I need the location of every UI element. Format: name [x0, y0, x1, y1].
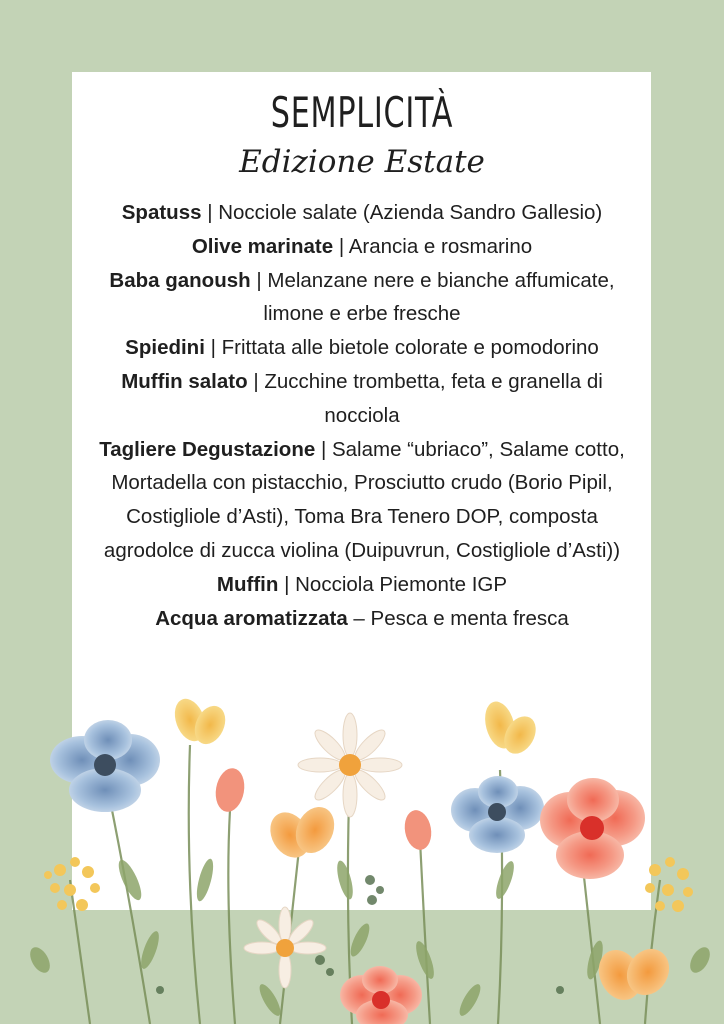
- menu-item: [96, 365, 628, 433]
- menu-item-description: Pesca e menta fresca: [370, 606, 569, 630]
- yellow-cluster-left: [44, 857, 100, 911]
- menu-item-name: Acqua aromatizzata: [155, 606, 348, 630]
- blue-flower-right: [451, 776, 544, 853]
- menu-item: [96, 568, 628, 602]
- menu-item: [96, 331, 628, 365]
- menu-item-name: Spiedini: [125, 336, 205, 360]
- menu-item-name: Muffin salato: [121, 369, 248, 393]
- menu-item: [96, 230, 628, 264]
- orange-flower-bottom-right: [591, 941, 677, 1007]
- page-title: SEMPLICITÀ: [270, 88, 454, 137]
- yellow-flower-top: [169, 695, 231, 750]
- menu-item-separator: |: [333, 234, 349, 258]
- page-subtitle: Edizione Estate: [239, 144, 485, 180]
- menu-item: [96, 196, 628, 230]
- blue-flower-left: [50, 720, 160, 812]
- menu-item-name: Olive marinate: [191, 234, 334, 258]
- menu-item-separator: |: [247, 369, 265, 393]
- menu-item-name: Tagliere Degustazione: [99, 437, 316, 461]
- orange-flower-center: [262, 801, 341, 865]
- menu-item-separator: |: [201, 201, 219, 224]
- menu-item-separator: |: [204, 336, 222, 360]
- menu-item-separator: |: [250, 268, 268, 292]
- menu-item-description: Nocciole salate (Azienda Sandro Gallesio): [218, 201, 603, 224]
- menu-item-description: Arancia e rosmarino: [348, 234, 533, 258]
- menu-item-separator: |: [278, 572, 296, 596]
- yellow-flower-right: [480, 698, 542, 759]
- menu-item-name: Baba ganoush: [109, 268, 251, 292]
- yellow-cluster-right: [645, 857, 693, 912]
- menu-item-description: Frittata alle bietole colorate e pomodorino: [221, 336, 599, 360]
- menu-list: [96, 196, 628, 635]
- coral-bud-left: [212, 766, 247, 814]
- menu-item-description: Zucchine trombetta, feta e granella di nocciola: [264, 369, 603, 427]
- coral-bud-right: [402, 808, 435, 852]
- daisy-flower-small: [244, 907, 326, 988]
- menu-item: [96, 602, 628, 636]
- menu-item-name: Spatuss: [121, 201, 202, 224]
- daisy-flower: [298, 713, 402, 817]
- menu-item: [96, 264, 628, 332]
- menu-item: [96, 433, 628, 568]
- menu-item-description: Salame “ubriaco”, Salame cotto, Mortadella con pistacchio, Prosciutto crudo (Borio Pipil, Costigliole d’Asti), Toma Bra Tenero DOP, composta agrodolce di zucca violina (Duipuvrun, Costigliole d’Asti)): [103, 437, 625, 562]
- menu-item-separator: |: [315, 437, 332, 461]
- pink-poppy-right: [540, 778, 645, 879]
- menu-item-description: Nocciola Piemonte IGP: [295, 572, 508, 596]
- menu-item-name: Muffin: [216, 572, 279, 596]
- watercolor-flowers-illustration: [0, 690, 724, 1024]
- menu-item-description: Melanzane nere e bianche affumicate, limone e erbe fresche: [263, 268, 615, 326]
- menu-item-separator: –: [347, 606, 371, 630]
